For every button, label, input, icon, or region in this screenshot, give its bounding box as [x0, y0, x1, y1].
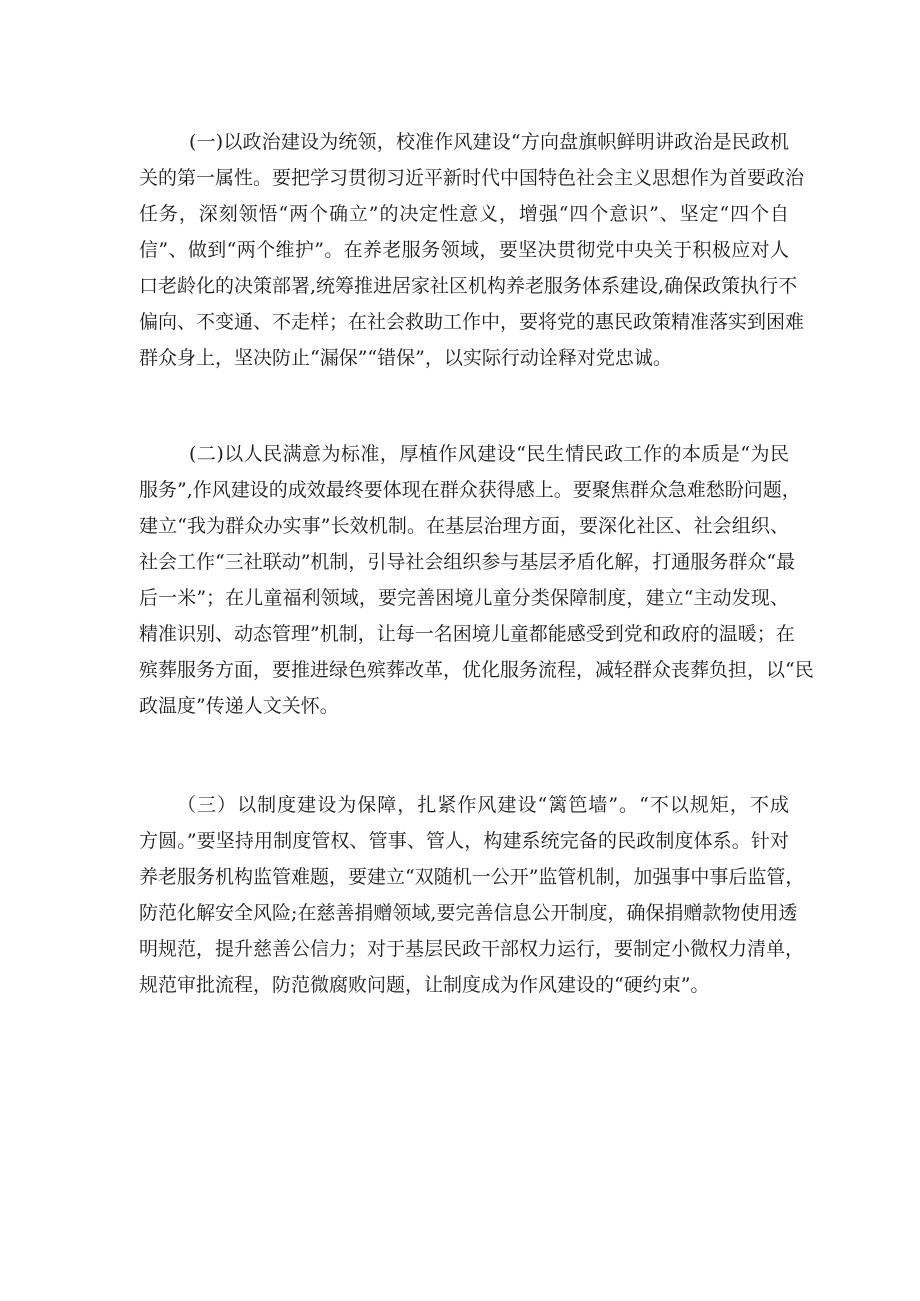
paragraph-line: 殡葬服务方面，要推进绿色殡葬改革，优化服务流程，减轻群众丧葬负担，以“民: [139, 659, 814, 681]
paragraph-2: [139, 436, 814, 724]
document-body: [139, 124, 814, 1003]
paragraph-line: 养老服务机构监管难题，要建立“双随机一公开”监管机制，加强事中事后监管，: [139, 866, 805, 888]
paragraph-3: [139, 787, 805, 1003]
paragraph-line: 精准识别、动态管理”机制，让每一名困境儿童都能感受到党和政府的温暖；在: [139, 623, 795, 645]
paragraph-line: 任务，深刻领悟“两个确立”的决定性意义，增强“四个意识”、坚定“四个自: [139, 203, 789, 225]
paragraph-line: 防范化解安全风险;在慈善捐赠领域,要完善信息公开制度，确保捐赠款物使用透: [139, 902, 798, 924]
paragraph-spacer: [139, 376, 789, 436]
paragraph-line: 后一米”；在儿童福利领域，要完善困境儿童分类保障制度，建立“主动发现、: [139, 587, 789, 609]
paragraph-line: 规范审批流程，防范微腐败问题，让制度成为作风建设的“硬约束”。: [139, 974, 710, 996]
paragraph-line: （三）以制度建设为保障，扎紧作风建设“篱笆墙”。“不以规矩，不成: [177, 794, 789, 816]
paragraph-line: 服务”,作风建设的成效最终要体现在群众获得感上。要聚焦群众急难愁盼问题，: [139, 479, 801, 501]
paragraph-line: 社会工作“三社联动”机制，引导社会组织参与基层矛盾化解，打通服务群众“最: [139, 551, 796, 573]
paragraph-line: 关的第一属性。要把学习贯彻习近平新时代中国特色社会主义思想作为首要政治: [139, 167, 805, 189]
paragraph-line: (一)以政治建设为统领，校准作风建设“方向盘旗帜鲜明讲政治是民政机: [189, 131, 789, 153]
paragraph-line: (二)以人民满意为标准，厚植作风建设“民生情民政工作的本质是“为民: [189, 443, 789, 465]
paragraph-line: 政温度”传递人文关怀。: [139, 695, 339, 717]
paragraph-line: 偏向、不变通、不走样；在社会救助工作中，要将党的惠民政策精准落实到困难: [139, 311, 805, 333]
paragraph-line: 方圆。”要坚持用制度管权、管事、管人，构建系统完备的民政制度体系。针对: [139, 830, 789, 852]
paragraph-line: 群众身上，坚决防止“漏保”“错保”，以实际行动诠释对党忠诚。: [139, 347, 672, 369]
paragraph-line: 建立“我为群众办实事”长效机制。在基层治理方面，要深化社区、社会组织、: [139, 515, 789, 537]
paragraph-spacer: [139, 724, 789, 787]
paragraph-1: [139, 124, 805, 376]
paragraph-line: 信”、做到“两个维护”。在养老服务领域，要坚决贯彻党中央关于积极应对人: [139, 239, 789, 261]
paragraph-line: 明规范，提升慈善公信力；对于基层民政干部权力运行，要制定小微权力清单，: [139, 938, 805, 960]
paragraph-line: 口老龄化的决策部署,统筹推进居家社区机构养老服务体系建设,确保政策执行不: [139, 275, 798, 297]
